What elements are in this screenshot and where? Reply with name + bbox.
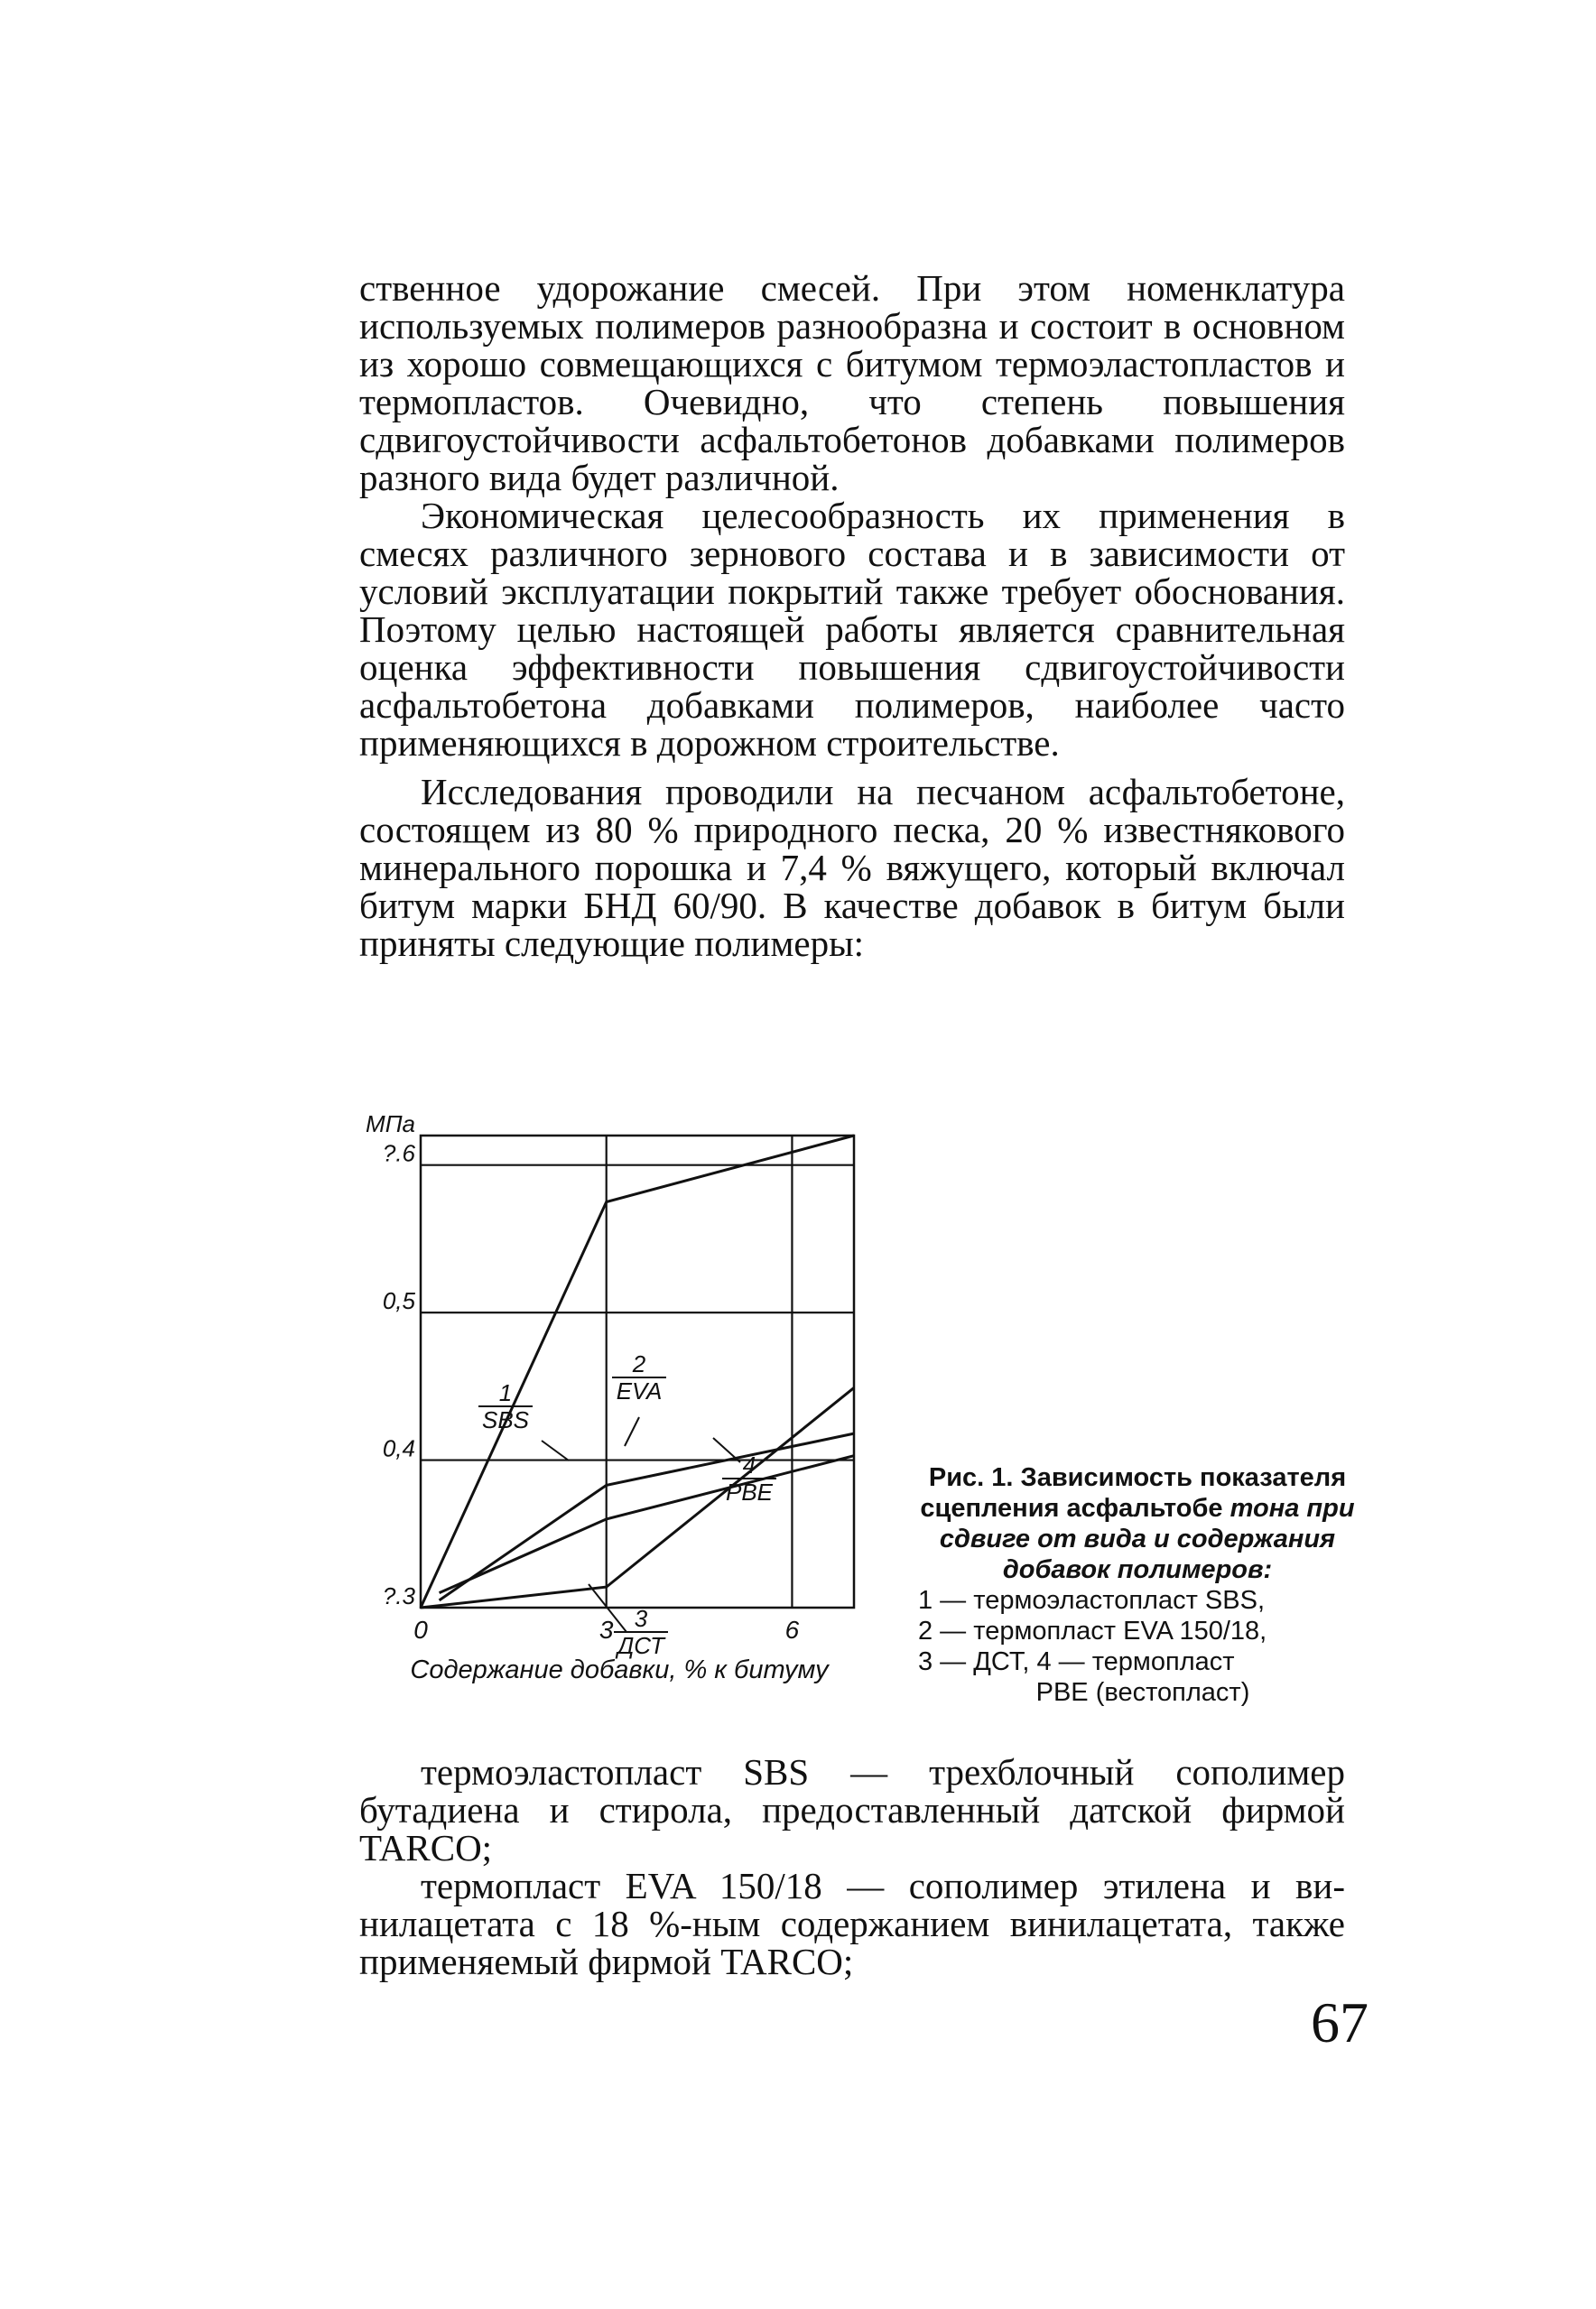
series-label-number: 1 xyxy=(498,1379,513,1406)
caption-legend-line: РВЕ (вестопласт) xyxy=(1035,1678,1250,1707)
caption-legend-line: 1 — термоэластопласт SBS, xyxy=(918,1586,1265,1615)
series-label-code: РВЕ xyxy=(725,1479,774,1506)
series-label-number: 3 xyxy=(634,1605,648,1632)
x-tick-label: 6 xyxy=(784,1616,800,1644)
body-text-top xyxy=(359,269,1345,962)
series-leader-line xyxy=(625,1417,639,1446)
caption-title: Рис. 1. Зависимость показателя сцепления асфальтобе тона при сдвиге от вида и содержания добавок полимеров: xyxy=(920,1463,1355,1584)
paragraph: термопласт EVA 150/18 — сополимер этилена и винилацетата с 18 %-ным содержанием винилацетата, также применяемый фирмой TARCO; xyxy=(359,1865,1345,1982)
y-tick-label: ?.3 xyxy=(382,1582,415,1609)
series-label-number: 2 xyxy=(632,1350,646,1377)
series-label-number: 4 xyxy=(742,1451,756,1479)
paragraph: Экономическая целесообразность их применения в смесях различного зернового состава и в зависимости от условий эксплуатации покрытий также требует обоснования. Поэтому целью настоящей работы является сравнительная оценка эффективности повышения сдвигоустойчивости асфальтобетона добавками полимеров, наиболее часто применяющихся в дорожном строительстве. xyxy=(359,495,1345,764)
y-tick-label: 0,5 xyxy=(382,1287,415,1315)
figure-caption xyxy=(907,1462,1368,1708)
x-tick-label: 3 xyxy=(598,1616,614,1644)
x-axis-label: Содержание добавки, % к битуму xyxy=(410,1655,829,1684)
body-text-bottom xyxy=(359,1753,1345,1980)
series-leader-line xyxy=(713,1438,740,1462)
series-label-code: ДСТ xyxy=(617,1632,665,1659)
y-tick-label: 0,4 xyxy=(382,1434,415,1462)
series-label-code: SBS xyxy=(481,1406,530,1433)
caption-legend-line: 3 — ДСТ, 4 — термопласт xyxy=(918,1647,1235,1676)
series-leader-line xyxy=(542,1441,569,1461)
y-axis-label: МПа xyxy=(366,1110,415,1137)
caption-legend xyxy=(907,1585,1368,1708)
paragraph: термоэластопласт SBS — трехблочный сополимер бутадиена и стирола, предоставленный датской фирмой TARCO; xyxy=(359,1751,1345,1869)
paragraph: Исследования проводили на песчаном асфальтобетоне, состоящем из 80 % природного песка, 20 % известнякового минерального порошка и 7,4 % вяжущего, который включал битум марки БНД 60/90. В качестве добавок в битум были приняты следующие полимеры: xyxy=(359,771,1345,964)
page-number: 67 xyxy=(1311,1990,1369,2054)
paragraph: ственное удорожание смесей. При этом номенклатура используемых полимеров разнообразна и состоит в основном из хорошо совмещающихся с битумом термоэластопластов и термопластов. Очевидно, что степень повышения сдвигоустойчивости асфальтобетонов добавками полимеров разного вида будет различной. xyxy=(359,267,1345,498)
x-tick-label: 0 xyxy=(413,1616,428,1644)
caption-legend-line: 2 — термопласт EVA 150/18, xyxy=(918,1617,1267,1646)
series-label-code: EVA xyxy=(616,1377,663,1405)
y-tick-label: ?.6 xyxy=(382,1139,415,1167)
